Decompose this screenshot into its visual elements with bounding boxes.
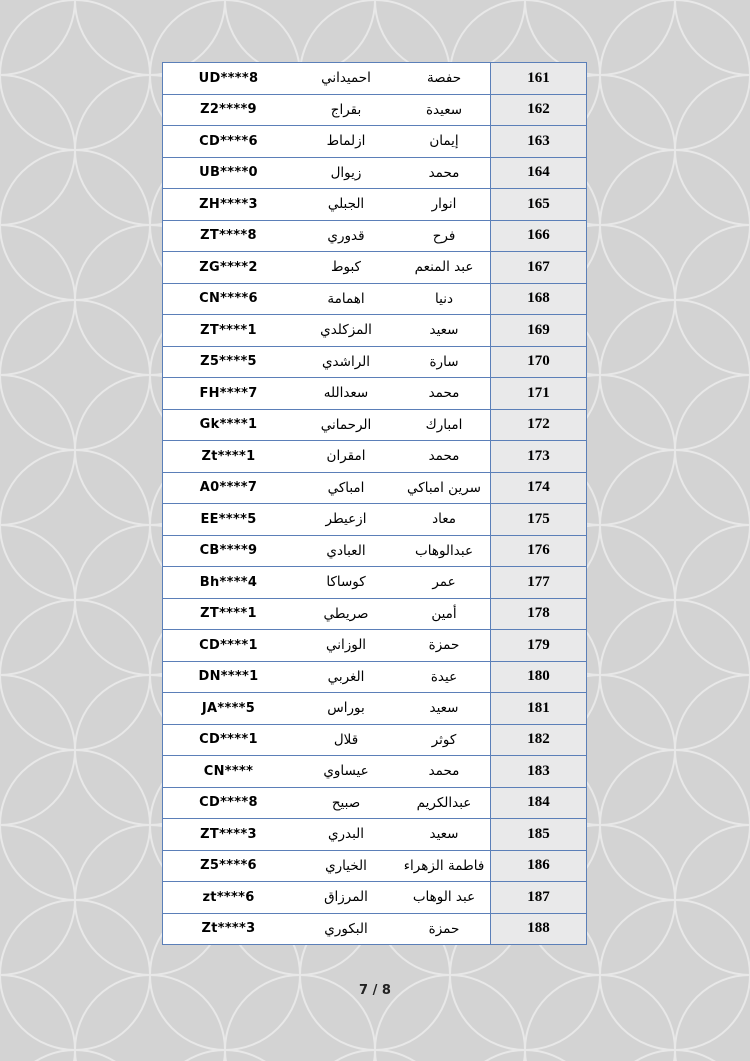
table-row (163, 535, 587, 567)
row-number-cell: 184 (491, 787, 587, 819)
id-code-cell: ZT****3 (163, 819, 295, 851)
id-code-cell: Gk****1 (163, 409, 295, 441)
first-name-cell: محمد (398, 378, 491, 410)
row-number-cell: 177 (491, 567, 587, 599)
table-row (163, 409, 587, 441)
row-number-cell: 163 (491, 126, 587, 158)
id-code-cell: FH****7 (163, 378, 295, 410)
table-row (163, 189, 587, 221)
first-name-cell: محمد (398, 756, 491, 788)
id-code-cell: JA****5 (163, 693, 295, 725)
last-name-cell: العبادي (294, 535, 398, 567)
table-row (163, 346, 587, 378)
first-name-cell: حمزة (398, 630, 491, 662)
table-row (163, 63, 587, 95)
id-code-cell: UB****0 (163, 157, 295, 189)
last-name-cell: زيوال (294, 157, 398, 189)
table-row (163, 252, 587, 284)
first-name-cell: عبد المنعم (398, 252, 491, 284)
id-code-cell: CD****1 (163, 630, 295, 662)
first-name-cell: عبدالكريم (398, 787, 491, 819)
table-row (163, 504, 587, 536)
row-number-cell: 168 (491, 283, 587, 315)
first-name-cell: عيدة (398, 661, 491, 693)
table-row (163, 283, 587, 315)
last-name-cell: صريطي (294, 598, 398, 630)
table-row (163, 756, 587, 788)
first-name-cell: عبدالوهاب (398, 535, 491, 567)
last-name-cell: الغربي (294, 661, 398, 693)
table-row (163, 598, 587, 630)
id-code-cell: ZH****3 (163, 189, 295, 221)
first-name-cell: امبارك (398, 409, 491, 441)
row-number-cell: 180 (491, 661, 587, 693)
last-name-cell: الرحماني (294, 409, 398, 441)
first-name-cell: محمد (398, 441, 491, 473)
first-name-cell: سعيد (398, 819, 491, 851)
id-code-cell: CN**** (163, 756, 295, 788)
last-name-cell: البدري (294, 819, 398, 851)
row-number-cell: 186 (491, 850, 587, 882)
id-code-cell: ZG****2 (163, 252, 295, 284)
id-code-cell: DN****1 (163, 661, 295, 693)
first-name-cell: عمر (398, 567, 491, 599)
first-name-cell: دنيا (398, 283, 491, 315)
last-name-cell: الخياري (294, 850, 398, 882)
last-name-cell: عيساوي (294, 756, 398, 788)
id-code-cell: UD****8 (163, 63, 295, 95)
table-row (163, 220, 587, 252)
table-row (163, 819, 587, 851)
first-name-cell: إيمان (398, 126, 491, 158)
last-name-cell: بوراس (294, 693, 398, 725)
table-row (163, 441, 587, 473)
row-number-cell: 164 (491, 157, 587, 189)
table-row (163, 630, 587, 662)
last-name-cell: اهمامة (294, 283, 398, 315)
row-number-cell: 172 (491, 409, 587, 441)
last-name-cell: احميداني (294, 63, 398, 95)
id-code-cell: CD****6 (163, 126, 295, 158)
table-row (163, 913, 587, 945)
id-code-cell: ZT****8 (163, 220, 295, 252)
row-number-cell: 179 (491, 630, 587, 662)
id-code-cell: Bh****4 (163, 567, 295, 599)
last-name-cell: امقران (294, 441, 398, 473)
last-name-cell: قلال (294, 724, 398, 756)
first-name-cell: أمين (398, 598, 491, 630)
table-row (163, 126, 587, 158)
row-number-cell: 176 (491, 535, 587, 567)
row-number-cell: 161 (491, 63, 587, 95)
row-number-cell: 162 (491, 94, 587, 126)
table-body (163, 63, 587, 945)
id-code-cell: CB****9 (163, 535, 295, 567)
id-code-cell: ZT****1 (163, 315, 295, 347)
table-row (163, 882, 587, 914)
row-number-cell: 174 (491, 472, 587, 504)
table-row (163, 315, 587, 347)
last-name-cell: ازلماط (294, 126, 398, 158)
last-name-cell: كوساكا (294, 567, 398, 599)
first-name-cell: حمزة (398, 913, 491, 945)
row-number-cell: 181 (491, 693, 587, 725)
table-row (163, 693, 587, 725)
row-number-cell: 178 (491, 598, 587, 630)
row-number-cell: 170 (491, 346, 587, 378)
id-code-cell: Z2****9 (163, 94, 295, 126)
row-number-cell: 182 (491, 724, 587, 756)
table-row (163, 724, 587, 756)
id-code-cell: Z5****5 (163, 346, 295, 378)
first-name-cell: معاد (398, 504, 491, 536)
last-name-cell: الجبلي (294, 189, 398, 221)
table-row (163, 157, 587, 189)
table-row (163, 661, 587, 693)
page-number: 7 / 8 (359, 983, 391, 998)
row-number-cell: 167 (491, 252, 587, 284)
first-name-cell: حفصة (398, 63, 491, 95)
first-name-cell: سعيدة (398, 94, 491, 126)
id-code-cell: CD****1 (163, 724, 295, 756)
first-name-cell: سعيد (398, 693, 491, 725)
row-number-cell: 185 (491, 819, 587, 851)
last-name-cell: الوزاني (294, 630, 398, 662)
first-name-cell: سرين امباكي (398, 472, 491, 504)
last-name-cell: امباكي (294, 472, 398, 504)
row-number-cell: 173 (491, 441, 587, 473)
first-name-cell: سارة (398, 346, 491, 378)
id-code-cell: CN****6 (163, 283, 295, 315)
last-name-cell: بقراج (294, 94, 398, 126)
first-name-cell: فاطمة الزهراء (398, 850, 491, 882)
table-row (163, 787, 587, 819)
table-row (163, 567, 587, 599)
last-name-cell: الراشدي (294, 346, 398, 378)
id-code-cell: A0****7 (163, 472, 295, 504)
row-number-cell: 171 (491, 378, 587, 410)
id-code-cell: CD****8 (163, 787, 295, 819)
table-row (163, 94, 587, 126)
id-code-cell: Z5****6 (163, 850, 295, 882)
first-name-cell: محمد (398, 157, 491, 189)
last-name-cell: المرزاق (294, 882, 398, 914)
row-number-cell: 188 (491, 913, 587, 945)
names-table (162, 62, 587, 945)
table-row (163, 378, 587, 410)
last-name-cell: المزكلدي (294, 315, 398, 347)
first-name-cell: عبد الوهاب (398, 882, 491, 914)
row-number-cell: 169 (491, 315, 587, 347)
last-name-cell: ازعيطر (294, 504, 398, 536)
first-name-cell: انوار (398, 189, 491, 221)
last-name-cell: صبيح (294, 787, 398, 819)
table-row (163, 850, 587, 882)
row-number-cell: 166 (491, 220, 587, 252)
row-number-cell: 187 (491, 882, 587, 914)
row-number-cell: 165 (491, 189, 587, 221)
last-name-cell: قدوري (294, 220, 398, 252)
first-name-cell: كوثر (398, 724, 491, 756)
id-code-cell: EE****5 (163, 504, 295, 536)
id-code-cell: ZT****1 (163, 598, 295, 630)
first-name-cell: فرح (398, 220, 491, 252)
row-number-cell: 175 (491, 504, 587, 536)
last-name-cell: البكوري (294, 913, 398, 945)
id-code-cell: Zt****1 (163, 441, 295, 473)
id-code-cell: zt****6 (163, 882, 295, 914)
id-code-cell: Zt****3 (163, 913, 295, 945)
table-row (163, 472, 587, 504)
last-name-cell: كبوط (294, 252, 398, 284)
last-name-cell: سعدالله (294, 378, 398, 410)
row-number-cell: 183 (491, 756, 587, 788)
first-name-cell: سعيد (398, 315, 491, 347)
